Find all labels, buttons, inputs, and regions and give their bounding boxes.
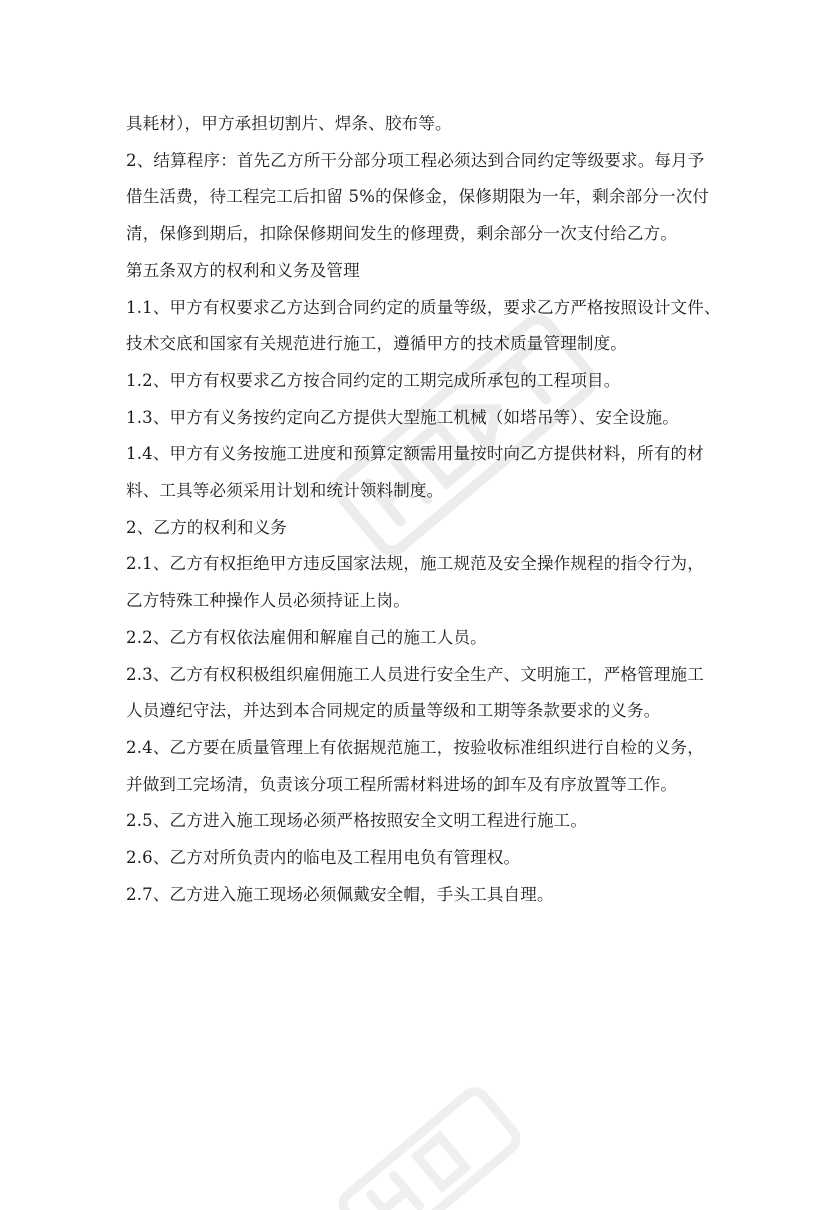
text-line: 2.4、乙方要在质量管理上有依据规范施工，按验收标准组织进行自检的义务， xyxy=(126,737,704,757)
text-line: 2、结算程序：首先乙方所干分部分项工程必须达到合同约定等级要求。每月予 xyxy=(126,150,705,170)
text-line: 具耗材），甲方承担切割片、焊条、胶布等。 xyxy=(126,114,452,133)
section-heading: 第五条双方的权利和义务及管理 xyxy=(126,260,360,280)
watermark-graphic-bottom xyxy=(320,1060,520,1210)
text-line: 2.2、乙方有权依法雇佣和解雇自己的施工人员。 xyxy=(126,627,487,647)
text-line: 清，保修到期后，扣除保修期间发生的修理费，剩余部分一次支付给乙方。 xyxy=(126,224,678,244)
document-body xyxy=(126,106,721,913)
text-line: 2.7、乙方进入施工现场必须佩戴安全帽，手头工具自理。 xyxy=(126,884,554,904)
text-line: 料、工具等必须采用计划和统计领料制度。 xyxy=(126,481,444,501)
text-line: 1.4、甲方有义务按施工进度和预算定额需用量按时向乙方提供材料，所有的材 xyxy=(126,444,704,464)
subsection-heading: 2、乙方的权利和义务 xyxy=(126,517,287,537)
text-line: 2.6、乙方对所负责内的临电及工程用电负有管理权。 xyxy=(126,848,521,868)
text-line: 2.3、乙方有权积极组织雇佣施工人员进行安全生产、文明施工，严格管理施工 xyxy=(126,664,704,684)
text-line: 借生活费，待工程完工后扣留 5%的保修金，保修期限为一年，剩余部分一次付 xyxy=(126,187,710,207)
text-line: 技术交底和国家有关规范进行施工，遵循甲方的技术质量管理制度。 xyxy=(126,334,627,354)
text-line: 2.1、乙方有权拒绝甲方违反国家法规，施工规范及安全操作规程的指令行为， xyxy=(126,554,704,574)
text-line: 1.2、甲方有权要求乙方按合同约定的工期完成所承包的工程项目。 xyxy=(126,370,621,390)
text-line: 乙方特殊工种操作人员必须持证上岗。 xyxy=(126,591,410,611)
text-line: 人员遵纪守法，并达到本合同规定的质量等级和工期等条款要求的义务。 xyxy=(126,701,661,721)
text-line: 1.1、甲方有权要求乙方达到合同约定的质量等级，要求乙方严格按照设计文件、 xyxy=(126,297,721,317)
text-line: 2.5、乙方进入施工现场必须严格按照安全文明工程进行施工。 xyxy=(126,811,588,831)
text-line: 并做到工完场清，负责该分项工程所需材料进场的卸车及有序放置等工作。 xyxy=(126,774,678,794)
text-line: 1.3、甲方有义务按约定向乙方提供大型施工机械（如塔吊等）、安全设施。 xyxy=(126,407,679,427)
